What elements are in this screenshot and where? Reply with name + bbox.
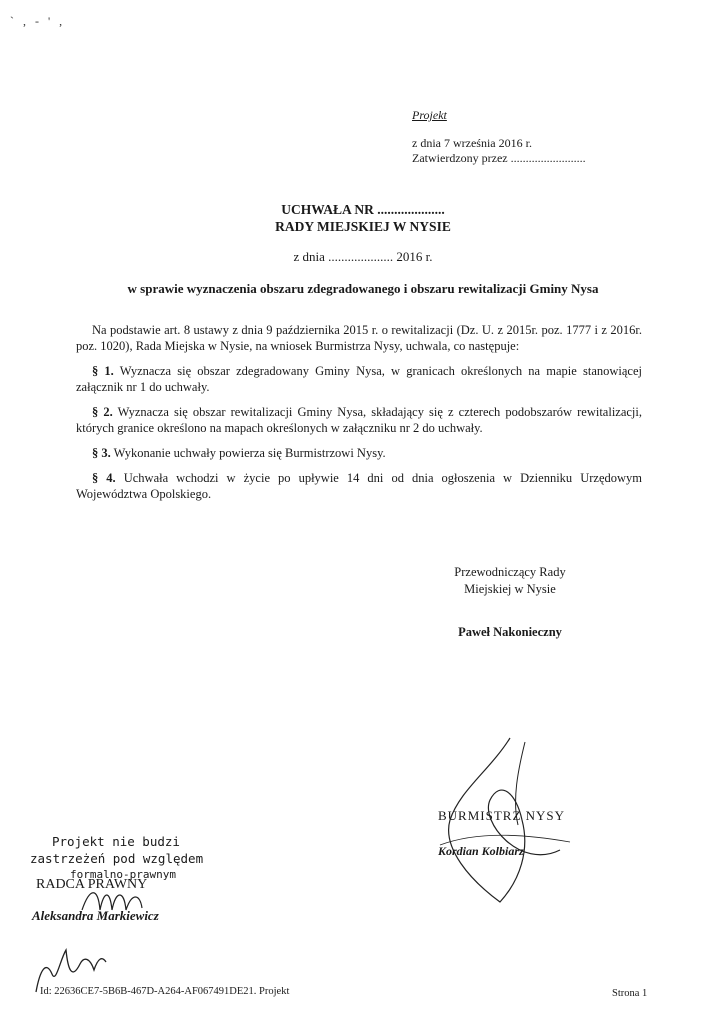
legal-stamp-line2: zastrzeżeń pod względem: [30, 851, 204, 866]
section-4-label: § 4.: [92, 471, 116, 485]
chairman-name: Paweł Nakonieczny: [458, 625, 562, 639]
chairman-role: [420, 564, 600, 598]
projekt-label: Projekt: [412, 108, 447, 122]
resolution-date: z dnia .................... 2016 r.: [293, 249, 433, 264]
approved-by-line: Zatwierdzony przez .........................: [412, 151, 586, 165]
intro-paragraph: Na podstawie art. 8 ustawy z dnia 9 października 2015 r. o rewitalizacji (Dz. U. z 2015r. poz. 1777 i z 2016r. poz. 1020), Rada Miejska w Nysie, na wniosek Burmistrza Nysy, uchwala, co następuje:: [76, 323, 642, 353]
resolution-body: [76, 322, 642, 511]
mayor-stamp-name: Kordian Kolbiarz: [438, 844, 524, 858]
scan-corner-marks: ` , - ' ,: [10, 14, 66, 28]
section-4-text: Uchwała wchodzi w życie po upływie 14 dni od dnia ogłoszenia w Dzienniku Urzędowym Województwa Opolskiego.: [76, 471, 643, 501]
section-3-label: § 3.: [92, 446, 111, 460]
draft-date-line: z dnia 7 września 2016 r.: [412, 136, 532, 150]
page-number: Strona 1: [612, 988, 648, 999]
section-2-text: Wyznacza się obszar rewitalizacji Gminy Nysa, składający się z czterech podobszarów rewitalizacji, których granice określono na mapach określonych w załączniku nr 2 do uchwały.: [76, 405, 643, 435]
section-1-text: Wyznacza się obszar zdegradowany Gminy Nysa, w granicach określonych na mapie stanowiącej załącznik nr 1 do uchwały.: [76, 364, 642, 394]
mayor-stamp-title: BURMISTRZ NYSY: [438, 808, 566, 823]
section-4: [76, 470, 642, 502]
section-1-label: § 1.: [92, 364, 114, 378]
document-id: Id: 22636CE7-5B6B-467D-A264-AF067491DE21. Projekt: [40, 986, 290, 997]
council-name-title: RADY MIEJSKIEJ W NYSIE: [275, 219, 451, 234]
section-1: [76, 363, 642, 395]
legal-stamp-line1: Projekt nie budzi: [52, 834, 180, 849]
section-2: [76, 404, 642, 436]
legal-signature-scribble: [80, 882, 160, 922]
section-3: [76, 445, 642, 461]
legal-stamp-name: Aleksandra Markiewicz: [32, 908, 159, 923]
chairman-role-line1: Przewodniczący Rady: [454, 565, 566, 579]
chairman-role-line2: Miejskiej w Nysie: [464, 582, 556, 596]
section-2-label: § 2.: [92, 405, 113, 419]
legal-stamp-line3: formalno-prawnym: [70, 868, 176, 881]
resolution-number-title: UCHWAŁA NR ....................: [281, 202, 445, 217]
resolution-subject: w sprawie wyznaczenia obszaru zdegradowanego i obszaru rewitalizacji Gminy Nysa: [127, 281, 599, 296]
legal-stamp-line4: RADCA PRAWNY: [36, 877, 148, 892]
section-3-text: Wykonanie uchwały powierza się Burmistrzowi Nysy.: [110, 446, 386, 460]
